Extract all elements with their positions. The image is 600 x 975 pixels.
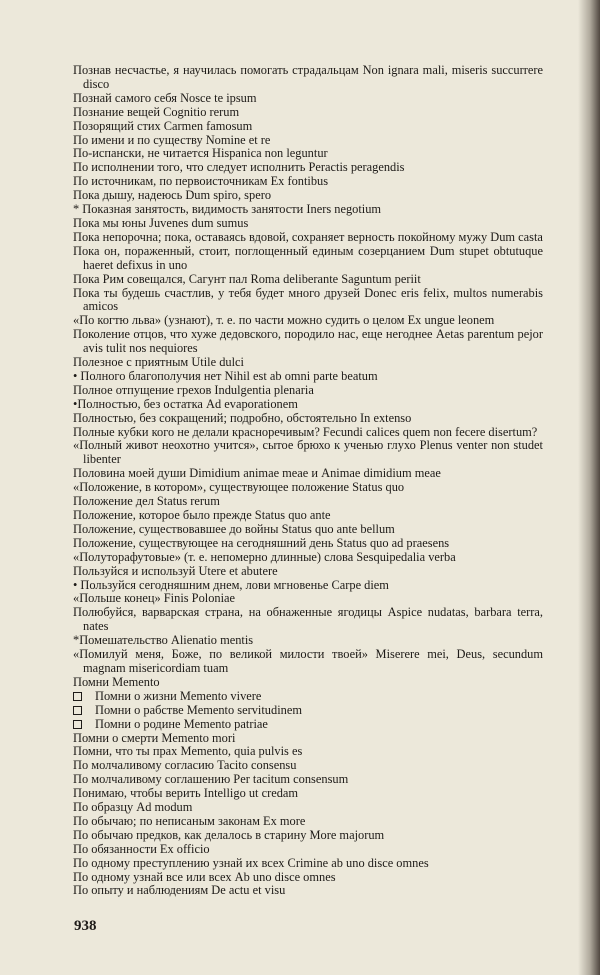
dictionary-entry — [73, 829, 543, 843]
dictionary-entry — [73, 565, 543, 579]
dictionary-entry — [73, 676, 543, 690]
dictionary-entry — [73, 579, 543, 593]
entry-text: По имени и по существу Nomine et re — [73, 132, 271, 147]
entry-text: Пока мы юны Juvenes dum sumus — [73, 215, 249, 230]
entry-text: *Помешательство Alienatio mentis — [73, 633, 254, 648]
entry-text: Пользуйся и используй Utere et abutere — [73, 563, 278, 578]
entry-text: * Показная занятость, видимость занятости Iners negotium — [73, 202, 382, 217]
dictionary-entry — [73, 384, 543, 398]
entry-text: «Полный живот неохотно учится», сытое брюхо к ученью глухо Plenus venter non studet libenter — [73, 438, 543, 467]
dictionary-entry — [73, 815, 543, 829]
entry-text: Полное отпущение грехов Indulgentia plenaria — [73, 382, 314, 397]
dictionary-entry — [73, 787, 543, 801]
dictionary-entry — [73, 704, 543, 718]
dictionary-entry — [73, 398, 543, 412]
entry-text: Пока Рим совещался, Сагунт пал Roma deliberante Saguntum periit — [73, 271, 421, 286]
dictionary-entry — [73, 106, 543, 120]
dictionary-entry — [73, 328, 543, 356]
entry-text: Познай самого себя Nosce te ipsum — [73, 90, 257, 105]
dictionary-entry — [73, 884, 543, 898]
entry-text: Положение, которое было прежде Status quo ante — [73, 508, 331, 522]
entry-text: • Полного благополучия нет Nihil est ab omni parte beatum — [73, 368, 378, 383]
entry-text: По источникам, по первоисточникам Ex fontibus — [73, 174, 329, 189]
entry-text: По одному преступлению узнай их всех Crimine ab uno disce omnes — [73, 855, 429, 870]
entry-text: Пока дышу, надеюсь Dum spiro, spero — [73, 188, 272, 203]
entry-text: «Польше конец» Finis Poloniae — [73, 591, 236, 606]
dictionary-entry — [73, 551, 543, 565]
dictionary-entry — [73, 467, 543, 481]
dictionary-entry — [73, 481, 543, 495]
dictionary-entry — [73, 732, 543, 746]
entry-text: Пока он, пораженный, стоит, поглощенный единым созерцанием Dum stupet obtutuque haeret defixus in uno — [73, 243, 543, 272]
entry-text: Половина моей души Dimidium animae meae и Animae dimidium meae — [73, 466, 441, 481]
entry-text: Помни о рабстве Memento servitudinem — [95, 702, 302, 717]
dictionary-entry — [73, 203, 543, 217]
dictionary-entry — [73, 592, 543, 606]
checkbox-icon — [73, 720, 82, 729]
entry-text: «Полуторафутовые» (т. е. непомерно длинные) слова Sesquipedalia verba — [73, 549, 456, 564]
dictionary-entry — [73, 426, 543, 440]
entry-text: «Помилуй меня, Боже, по великой милости твоей» Miserere mei, Deus, secundum magnam misericordiam tuam — [73, 647, 543, 675]
dictionary-entry — [73, 509, 543, 523]
entry-text: Позорящий стих Carmen famosum — [73, 118, 253, 133]
page-number: 938 — [74, 918, 97, 934]
dictionary-entry — [73, 495, 543, 509]
dictionary-entry — [73, 175, 543, 189]
dictionary-entry — [73, 718, 543, 732]
entry-text: Понимаю, чтобы верить Intelligo ut credam — [73, 786, 299, 801]
entry-text: Помни о родине Memento patriae — [95, 716, 268, 731]
dictionary-entry — [73, 370, 543, 384]
dictionary-entry — [73, 147, 543, 161]
dictionary-entry — [73, 412, 543, 426]
entry-text: «Положение, в котором», существующее положение Status quo — [73, 480, 405, 495]
entry-text: Помни о смерти Memento mori — [73, 730, 236, 745]
entry-text: По молчаливому соглашению Per tacitum consensum — [73, 772, 349, 787]
dictionary-entry — [73, 745, 543, 759]
dictionary-entry — [73, 273, 543, 287]
entry-text: По обычаю предков, как делалось в старину More majorum — [73, 827, 385, 842]
entry-text: По молчаливому согласию Tacito consensu — [73, 758, 297, 773]
entry-text: •Полностью, без остатка Ad evaporationem — [73, 396, 298, 411]
entry-text: Помни Memento — [73, 674, 160, 689]
entry-text: «По когтю льва» (узнают), т. е. по части можно судить о целом Ex ungue leonem — [73, 313, 495, 328]
entry-text: Полные кубки кого не делали красноречивым? Fecundi calices quem non fecere disertum? — [73, 424, 538, 439]
dictionary-entry — [73, 245, 543, 273]
dictionary-entry — [73, 231, 543, 245]
dictionary-entry — [73, 134, 543, 148]
entry-text: По обязанности Ex officio — [73, 841, 210, 856]
entry-text: Полностью, без сокращений; подробно, обстоятельно In extenso — [73, 410, 412, 425]
dictionary-entry — [73, 871, 543, 885]
dictionary-entry — [73, 537, 543, 551]
dictionary-entry — [73, 189, 543, 203]
dictionary-entry — [73, 92, 543, 106]
dictionary-entry — [73, 287, 543, 315]
entry-text: Полюбуйся, варварская страна, на обнаженные ягодицы Aspice nudatas, barbara terra, nates — [73, 605, 543, 634]
dictionary-entries — [73, 64, 543, 898]
dictionary-entry — [73, 523, 543, 537]
book-spine-shadow — [578, 0, 600, 975]
entry-text: Положение, существующее на сегодняшний день Status quo ad praesens — [73, 535, 450, 550]
dictionary-entry — [73, 314, 543, 328]
checkbox-icon — [73, 706, 82, 715]
entry-text: • Пользуйся сегодняшним днем, лови мгновенье Carpe diem — [73, 577, 389, 592]
dictionary-entry — [73, 773, 543, 787]
dictionary-entry — [73, 606, 543, 634]
entry-text: По опыту и наблюдениям De actu et visu — [73, 883, 286, 898]
dictionary-entry — [73, 759, 543, 773]
entry-text: По образцу Ad modum — [73, 800, 193, 815]
entry-text: По исполнении того, что следует исполнить Peractis peragendis — [73, 160, 405, 175]
dictionary-entry — [73, 217, 543, 231]
entry-text: Полезное с приятным Utile dulci — [73, 355, 244, 370]
dictionary-entry — [73, 648, 543, 676]
dictionary-entry — [73, 634, 543, 648]
entry-text: Познав несчастье, я научилась помогать страдальцам Non ignara mali, miseris succurrere disco — [73, 63, 543, 91]
entry-text: Пока непорочна; пока, оставаясь вдовой, сохраняет верность покойному мужу Dum casta — [73, 229, 543, 244]
dictionary-entry — [73, 439, 543, 467]
entry-text: Положение, существовавшее до войны Status quo ante bellum — [73, 521, 395, 536]
entry-text: По одному узнай все или всех Ab uno disce omnes — [73, 869, 336, 884]
dictionary-entry — [73, 857, 543, 871]
entry-text: Познание вещей Cognitio rerum — [73, 104, 240, 119]
dictionary-entry — [73, 120, 543, 134]
dictionary-entry — [73, 690, 543, 704]
dictionary-entry — [73, 801, 543, 815]
entry-text: Поколение отцов, что хуже дедовского, породило нас, еще негоднее Aetas parentum pejor avis tulit nos nequiores — [73, 327, 543, 356]
entry-text: Положение дел Status rerum — [73, 494, 220, 509]
entry-text: Пока ты будешь счастлив, у тебя будет много друзей Donec eris felix, multos numerabis amicos — [73, 285, 543, 314]
entry-text: Помни, что ты прах Memento, quia pulvis es — [73, 744, 303, 759]
dictionary-entry — [73, 356, 543, 370]
entry-text: По-испански, не читается Hispanica non leguntur — [73, 146, 328, 161]
checkbox-icon — [73, 692, 82, 701]
entry-text: По обычаю; по неписаным законам Ex more — [73, 813, 306, 828]
dictionary-entry — [73, 161, 543, 175]
dictionary-entry — [73, 843, 543, 857]
entry-text: Помни о жизни Memento vivere — [95, 688, 262, 703]
dictionary-entry — [73, 64, 543, 92]
